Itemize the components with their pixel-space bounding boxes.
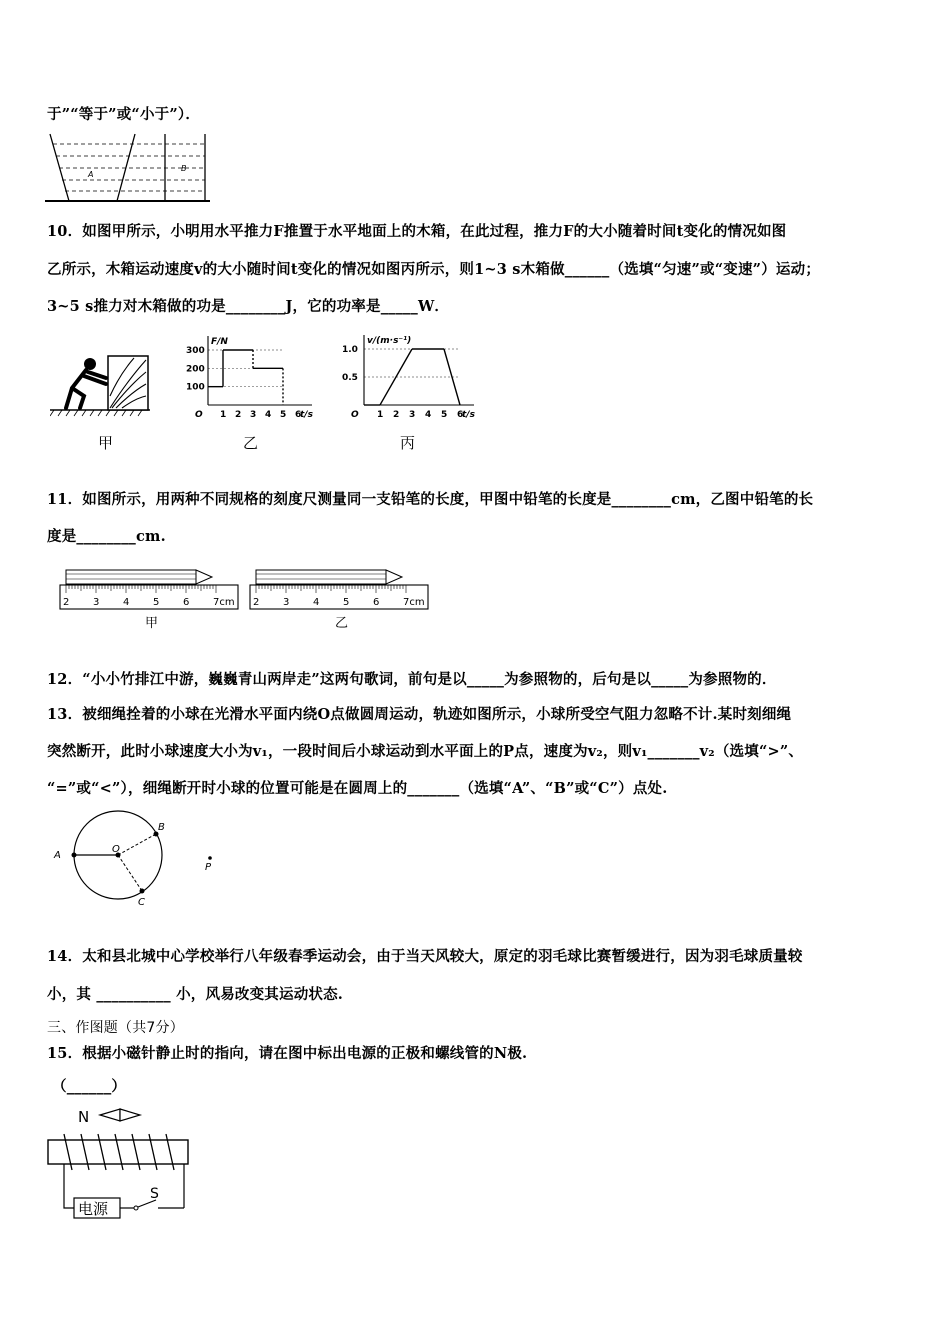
q10-line-1: 10．如图甲所示，小明用水平推力F推置于水平地面上的木箱，在此过程，推力F的大小随着时间t变化的情况如图 [47, 223, 787, 240]
bing-y-label: v/(m·s⁻¹) [367, 336, 412, 346]
yi-ruler-label: 4 [313, 597, 320, 608]
q13-line-2: 突然断开，此时小球速度大小为v₁，一段时间后小球运动到水平面上的P点，速度为v₂，则v₁_______v₂（选填“>”、 [47, 743, 804, 760]
jia-ruler-label: 6 [183, 597, 190, 608]
q11-line-2: 度是________cm. [47, 528, 166, 545]
q10-velocity-time-chart [340, 325, 485, 420]
yi-x-tick: 5 [280, 410, 287, 420]
bing-x-label: t/s [462, 410, 475, 420]
yi-y-tick: 300 [186, 346, 205, 356]
yi-ruler-label: 3 [283, 597, 290, 608]
q15-answer-blank: （______） [52, 1078, 127, 1095]
q15-power-source-label: 电源 [78, 1200, 109, 1218]
q10-caption-yi: 乙 [243, 434, 259, 452]
bing-y-tick: 0.5 [342, 373, 358, 383]
yi-x-tick: 2 [235, 410, 242, 420]
yi-ruler-label: 2 [253, 597, 260, 608]
yi-y-label: F/N [211, 337, 228, 347]
q11-caption-jia: 甲 [145, 616, 159, 631]
jia-ruler-label: 5 [153, 597, 160, 608]
jia-ruler-label: 3 [93, 597, 100, 608]
q10-line-2: 乙所示，木箱运动速度v的大小随时间t变化的情况如图丙所示，则1~3 s木箱做______（选填“匀速”或“变速”）运动； [47, 261, 821, 278]
yi-x-tick: 6 [295, 410, 302, 420]
compass-needle-icon [100, 1109, 140, 1121]
q10-force-time-chart [180, 330, 320, 420]
bing-x-tick: 1 [377, 410, 384, 420]
q9-label-a: A [88, 170, 94, 179]
yi-ruler-label: 6 [373, 597, 380, 608]
q13-label-b: B [158, 822, 165, 833]
q9-label-b: B [181, 164, 187, 173]
bing-x-tick: 5 [441, 410, 448, 420]
q11-caption-yi: 乙 [335, 616, 349, 631]
jia-pencil-tip [196, 570, 212, 584]
bing-x-tick: 3 [409, 410, 416, 420]
jia-pencil-body [66, 570, 196, 584]
jia-ruler-body [60, 585, 238, 609]
q13-line-3: “=”或“<”），细绳断开时小球的位置可能是在圆周上的_______（选填“A”、“B”或“C”）点处. [47, 780, 668, 797]
yi-origin-label: O [195, 410, 203, 420]
q15-line-1: 15．根据小磁针静止时的指向，请在图中标出电源的正极和螺线管的N极. [47, 1045, 528, 1062]
q15-solenoid-figure [44, 1100, 204, 1230]
q11-line-1: 11．如图所示，用两种不同规格的刻度尺测量同一支铅笔的长度，甲图中铅笔的长度是________cm，乙图中铅笔的长 [47, 491, 814, 508]
q9-containers-figure [45, 130, 215, 205]
section-3-heading: 三、作图题（共7分） [47, 1020, 184, 1036]
q14-line-2: 小，其 __________ 小，风易改变其运动状态. [47, 986, 344, 1003]
yi-x-label: t/s [300, 410, 313, 420]
q13-line-1: 13．被细绳拴着的小球在光滑水平面内绕O点做圆周运动，轨迹如图所示，小球所受空气阻力忽略不计.某时刻细绳 [47, 706, 792, 723]
jia-ruler-label: 2 [63, 597, 70, 608]
yi-pencil-tip [386, 570, 402, 584]
bing-x-tick: 6 [457, 410, 464, 420]
bing-origin-label: O [351, 410, 359, 420]
bing-y-tick: 1.0 [342, 345, 358, 355]
q14-line-1: 14．太和县北城中心学校举行八年级春季运动会，由于当天风较大，原定的羽毛球比赛暂缓进行，因为羽毛球质量较 [47, 948, 803, 965]
yi-x-tick: 4 [265, 410, 272, 420]
bing-x-tick: 2 [393, 410, 400, 420]
q13-label-p: P [205, 862, 212, 873]
q10-caption-bing: 丙 [400, 434, 416, 452]
bing-x-tick: 4 [425, 410, 432, 420]
jia-ruler-label: 7cm [213, 597, 235, 608]
q11-ruler-figure-yi [248, 566, 433, 611]
q13-label-c: C [138, 897, 145, 908]
q15-switch-label: S [150, 1186, 159, 1202]
q13-label-o: O [112, 844, 120, 855]
yi-ruler-label: 7cm [403, 597, 425, 608]
yi-x-tick: 3 [250, 410, 257, 420]
q13-label-a: A [54, 850, 61, 861]
yi-x-tick: 1 [220, 410, 227, 420]
q10-push-box-figure [50, 350, 160, 418]
q10-caption-jia: 甲 [98, 434, 114, 452]
jia-ruler-label: 4 [123, 597, 130, 608]
q12-line-1: 12．“小小竹排江中游，巍巍青山两岸走”这两句歌词，前句是以_____为参照物的，后句是以_____为参照物的． [47, 671, 777, 688]
q10-line-3: 3~5 s推力对木箱做的功是________J，它的功率是_____W． [47, 298, 450, 315]
yi-y-tick: 200 [186, 364, 205, 375]
yi-ruler-label: 5 [343, 597, 350, 608]
q15-n-label: N [78, 1108, 90, 1126]
yi-y-tick: 100 [186, 382, 205, 393]
q9-tail-text: 于”“等于”或“小于”）． [47, 106, 201, 123]
yi-pencil-body [256, 570, 386, 584]
q13-circle-figure [48, 810, 228, 910]
q11-ruler-figure-jia [58, 566, 243, 611]
